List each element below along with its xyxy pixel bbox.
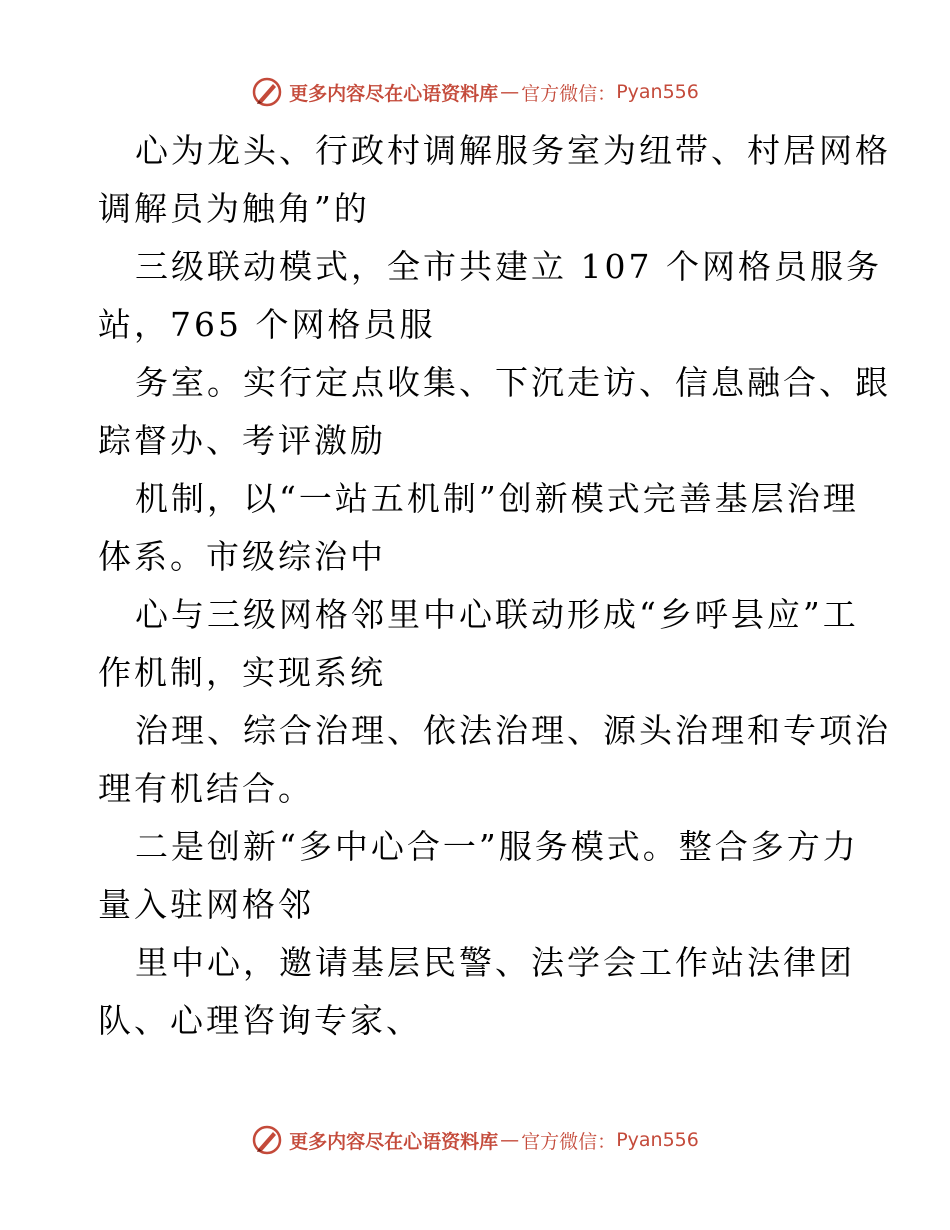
body-line: 体系。市级综治中 bbox=[98, 537, 386, 576]
watermark-separator: — bbox=[500, 1129, 520, 1151]
body-line: 三级联动模式，全市共建立 107 个网格员服务 bbox=[135, 247, 882, 286]
watermark-wechat-id: Pyan556 bbox=[616, 81, 699, 103]
body-line: 踪督办、考评激励 bbox=[98, 421, 386, 460]
body-line: 治理、综合治理、依法治理、源头治理和专项治 bbox=[135, 711, 891, 750]
body-line: 务室。实行定点收集、下沉走访、信息融合、跟 bbox=[135, 363, 891, 402]
watermark-site-text: 更多内容尽在心语资料库 bbox=[289, 1130, 499, 1153]
watermark-separator: — bbox=[500, 81, 520, 103]
body-line: 二是创新“多中心合一”服务模式。整合多方力 bbox=[135, 827, 859, 866]
header-watermark bbox=[0, 72, 950, 112]
body-line: 理有机结合。 bbox=[98, 769, 314, 808]
body-line: 里中心，邀请基层民警、法学会工作站法律团 bbox=[135, 943, 855, 982]
body-line: 调解员为触角”的 bbox=[98, 189, 370, 228]
body-line: 站，765 个网格员服 bbox=[98, 305, 436, 344]
body-line: 心为龙头、行政村调解服务室为纽带、村居网格 bbox=[135, 131, 891, 170]
watermark-wechat-label: 官方微信： bbox=[521, 1130, 617, 1153]
pen-logo-icon bbox=[251, 76, 283, 108]
watermark-wechat-label: 官方微信： bbox=[521, 82, 617, 105]
body-line: 作机制，实现系统 bbox=[98, 653, 386, 692]
pen-logo-icon bbox=[251, 1124, 283, 1156]
footer-watermark bbox=[0, 1120, 950, 1160]
body-line: 机制，以“一站五机制”创新模式完善基层治理 bbox=[135, 479, 859, 518]
body-line: 量入驻网格邻 bbox=[98, 885, 314, 924]
document-body bbox=[98, 122, 891, 1050]
watermark-wechat-id: Pyan556 bbox=[616, 1129, 699, 1151]
watermark-site-text: 更多内容尽在心语资料库 bbox=[289, 82, 499, 105]
body-line: 队、心理咨询专家、 bbox=[98, 1001, 422, 1040]
body-line: 心与三级网格邻里中心联动形成“乡呼县应”工 bbox=[135, 595, 859, 634]
